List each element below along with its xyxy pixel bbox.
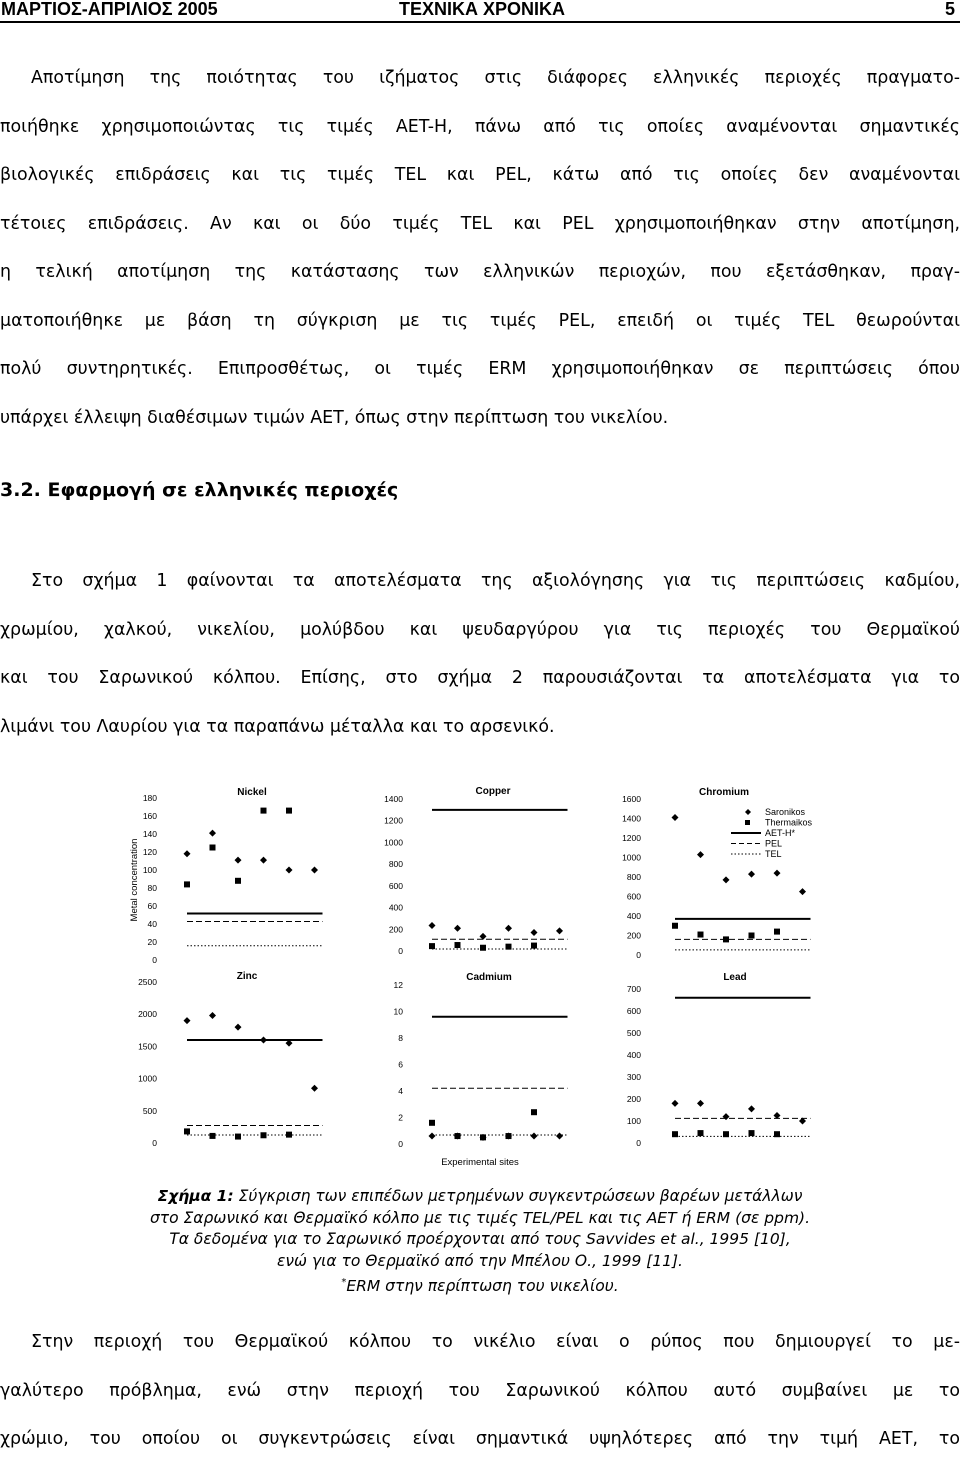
y-tick-label: 100 (626, 1116, 641, 1126)
thermaikos-point (184, 1128, 190, 1134)
section-heading: 3.2. Εφαρμογή σε ελληνικές περιοχές (0, 479, 399, 501)
caption-line: στο Σαρωνικό και Θερμαϊκό κόλπο με τις τιμές TEL/PEL και τις AET ή ERM (σε ppm). (149, 1208, 811, 1227)
thermaikos-point (184, 881, 190, 887)
y-tick-label: 200 (626, 930, 641, 941)
text-line: Στο σχήμα 1 φαίνονται τα αποτελέσματα της αξιολόγησης για τις περιπτώσεις καδμίου, (31, 571, 960, 591)
y-tick-label: 200 (388, 924, 403, 935)
text-line: η τελική αποτίμηση της κατάστασης των ελληνικών περιοχών, που εξετάσθηκαν, πραγ- (0, 262, 960, 282)
saronikos-point (209, 1012, 216, 1019)
y-tick-label: 800 (388, 859, 403, 870)
y-tick-label: 6 (398, 1059, 403, 1070)
saronikos-point (748, 871, 755, 878)
thermaikos-point (506, 944, 512, 950)
text-line: χρωμίου, χαλκού, νικελίου, μολύβδου και ψευδαργύρου για τις περιοχές του Θερμαϊκού (0, 619, 960, 640)
saronikos-point (184, 850, 191, 857)
saronikos-point (429, 1133, 436, 1140)
chart-cadmium (394, 972, 568, 1149)
legend-label: PEL (765, 838, 783, 849)
y-tick-label: 200 (626, 1094, 641, 1104)
y-tick-label: 100 (142, 865, 157, 875)
y-tick-label: 400 (626, 911, 641, 921)
saronikos-point (672, 1100, 679, 1107)
text-line: και του Σαρωνικού κόλπου. Επίσης, στο σχήμα 2 παρουσιάζονται τα αποτελέσματα για το (0, 668, 960, 688)
legend-label: Saronikos (765, 807, 806, 817)
y-tick-label: 400 (626, 1050, 641, 1060)
y-tick-label: 160 (142, 811, 157, 821)
y-tick-label: 600 (626, 891, 641, 902)
y-tick-label: 0 (636, 1138, 641, 1148)
y-tick-label: 1500 (138, 1041, 157, 1052)
y-tick-label: 20 (147, 937, 157, 947)
y-tick-label: 2500 (138, 977, 157, 987)
intro-paragraph (0, 54, 960, 442)
legend-label: Thermaikos (765, 817, 813, 828)
thermaikos-point (235, 878, 241, 884)
chart-title: Lead (723, 972, 747, 983)
saronikos-point (774, 870, 781, 877)
y-tick-label: 120 (142, 847, 157, 857)
closing-paragraph (0, 1318, 960, 1464)
y-tick-label: 800 (626, 872, 641, 882)
y-tick-label: 0 (152, 1138, 157, 1148)
saronikos-point (697, 1100, 704, 1107)
thermaikos-point (531, 943, 537, 949)
y-tick-label: 1000 (138, 1073, 157, 1084)
y-tick-label: 400 (388, 902, 403, 913)
y-tick-label: 0 (636, 950, 641, 960)
saronikos-point (556, 1133, 563, 1140)
header-rule (0, 21, 960, 23)
y-tick-label: 60 (147, 901, 157, 911)
page-number: 5 (945, 0, 956, 19)
thermaikos-point (723, 1131, 729, 1137)
text-line: χρώμιο, του οποίου οι συγκεντρώσεις είναι σημαντικά υψηλότερες από την τιμή AET, το (0, 1429, 960, 1449)
saronikos-point (260, 857, 267, 864)
issue-date: ΜΑΡΤΙΟΣ-ΑΠΡΙΛΙΟΣ 2005 (1, 0, 218, 19)
saronikos-point (235, 1024, 242, 1031)
text-line: ποιήθηκε χρησιμοποιώντας τις τιμές AET-H, πάνω από τις οποίες αναμένονται σημαντικές (0, 116, 960, 137)
y-tick-label: 0 (152, 955, 157, 965)
thermaikos-point (749, 1130, 755, 1136)
thermaikos-point (286, 1132, 292, 1138)
caption-note: ERM στην περίπτωση του νικελίου. (346, 1277, 619, 1296)
thermaikos-point (774, 1131, 780, 1137)
saronikos-point (209, 830, 216, 837)
caption-line: Σύγκριση των επιπέδων μετρημένων συγκεντρώσεων βαρέων μετάλλων (238, 1187, 803, 1205)
legend-thermaikos-symbol (745, 820, 750, 825)
y-tick-label: 140 (142, 829, 157, 839)
saronikos-point (286, 867, 293, 874)
chart-title: Nickel (237, 787, 267, 798)
thermaikos-point (531, 1109, 537, 1115)
thermaikos-point (774, 929, 780, 935)
figure-1 (0, 770, 960, 1180)
section-paragraph (0, 557, 960, 751)
thermaikos-point (672, 923, 678, 929)
thermaikos-point (210, 845, 216, 851)
saronikos-point (697, 851, 704, 858)
y-tick-label: 180 (142, 793, 157, 803)
saronikos-point (723, 1113, 730, 1120)
thermaikos-point (235, 1134, 241, 1140)
thermaikos-point (261, 808, 267, 814)
text-line: βιολογικές επιδράσεις και τις τιμές TEL και PEL, κάτω από τις οποίες δεν αναμένονται (0, 165, 960, 185)
caption-line: ενώ για το Θερμαϊκό από την Μπέλου Ο., 1999 [11]. (277, 1251, 683, 1270)
thermaikos-point (429, 1120, 435, 1126)
y-tick-label: 0 (398, 1139, 403, 1149)
text-line: τέτοιες επιδράσεις. Αν και οι δύο τιμές TEL και PEL χρησιμοποιήθηκαν στην αποτίμηση, (0, 213, 960, 234)
thermaikos-point (429, 943, 435, 949)
x-axis-label: Experimental sites (441, 1157, 519, 1168)
legend-saronikos-symbol (745, 809, 751, 815)
saronikos-point (672, 814, 679, 821)
saronikos-point (723, 876, 730, 883)
saronikos-point (311, 1085, 318, 1092)
y-tick-label: 1200 (622, 833, 641, 843)
y-tick-label: 500 (626, 1028, 641, 1038)
thermaikos-point (210, 1133, 216, 1139)
chart-title: Zinc (236, 971, 258, 982)
chart-zinc (138, 971, 322, 1148)
legend-label: TEL (765, 849, 782, 859)
chart-lead (627, 972, 811, 1148)
y-tick-label: 600 (388, 880, 403, 891)
thermaikos-point (286, 808, 292, 814)
journal-title: ΤΕΧΝΙΚΑ ΧΡΟΝΙΚΑ (399, 0, 566, 19)
footnote-mark: * (341, 1277, 347, 1288)
saronikos-point (556, 927, 563, 934)
chart-legend (731, 807, 813, 859)
thermaikos-point (455, 942, 461, 948)
page-header (0, 0, 960, 20)
y-tick-label: 8 (398, 1033, 403, 1043)
saronikos-point (531, 1133, 538, 1140)
thermaikos-point (698, 1130, 704, 1136)
saronikos-point (235, 857, 242, 864)
y-tick-label: 4 (398, 1086, 403, 1096)
saronikos-point (531, 929, 538, 936)
y-tick-label: 1400 (384, 794, 403, 804)
thermaikos-point (672, 1131, 678, 1137)
y-tick-label: 600 (626, 1006, 641, 1016)
legend-label: AET-H* (765, 828, 796, 838)
thermaikos-point (261, 1132, 267, 1138)
text-line: υπάρχει έλλειψη διαθέσιμων τιμών AET, όπως στην περίπτωση του νικελίου. (0, 407, 669, 428)
y-tick-label: 500 (142, 1105, 157, 1116)
text-line: ματοποιήθηκε με βάση τη σύγκριση με τις τιμές PEL, επειδή οι τιμές TEL θεωρούνται (0, 310, 960, 331)
saronikos-point (184, 1017, 191, 1024)
chart-copper (384, 786, 567, 956)
text-line: Αποτίμηση της ποιότητας του ιζήματος στις διάφορες ελληνικές περιοχές πραγματο- (31, 68, 960, 88)
chart-title: Cadmium (466, 972, 512, 983)
thermaikos-point (698, 932, 704, 938)
caption-label: Σχήμα 1: (157, 1187, 234, 1205)
y-tick-label: 1000 (384, 837, 403, 848)
y-tick-label: 700 (626, 984, 641, 994)
y-tick-label: 0 (398, 946, 403, 956)
y-tick-label: 12 (393, 980, 403, 990)
y-tick-label: 10 (393, 1006, 403, 1017)
thermaikos-point (480, 945, 486, 951)
figure-caption (0, 1186, 960, 1298)
saronikos-point (505, 925, 512, 932)
thermaikos-point (723, 936, 729, 942)
text-line: πολύ συντηρητικές. Επιπροσθέτως, οι τιμές ERM χρησιμοποιήθηκαν σε περιπτώσεις όπου (0, 359, 960, 379)
chart-nickel (143, 787, 323, 965)
text-line: λιμάνι του Λαυρίου για τα παραπάνω μέταλλα και το αρσενικό. (0, 716, 555, 737)
saronikos-point (260, 1036, 267, 1043)
chart-title: Copper (475, 786, 511, 797)
chart-title: Chromium (699, 787, 749, 798)
saronikos-point (799, 888, 806, 895)
y-axis-label: Metal concentration (129, 838, 140, 922)
y-tick-label: 1200 (384, 815, 403, 826)
text-line: Στην περιοχή του Θερμαϊκού κόλπου το νικέλιο είναι ο ρύπος που δημιουργεί το με- (31, 1332, 960, 1352)
y-tick-label: 300 (626, 1072, 641, 1082)
y-tick-label: 1400 (622, 813, 641, 824)
y-tick-label: 80 (147, 883, 157, 893)
saronikos-point (748, 1105, 755, 1112)
y-tick-label: 1600 (622, 794, 641, 804)
caption-line: Τα δεδομένα για το Σαρωνικό προέρχονται από τους Savvides et al., 1995 [10], (169, 1230, 791, 1248)
thermaikos-point (749, 933, 755, 939)
saronikos-point (311, 867, 318, 874)
saronikos-point (454, 925, 461, 932)
saronikos-point (429, 922, 436, 929)
y-tick-label: 2000 (138, 1009, 157, 1020)
text-line: γαλύτερο πρόβλημα, ενώ στην περιοχή του Σαρωνικού κόλπου αυτό συμβαίνει με το (0, 1380, 960, 1401)
y-tick-label: 40 (147, 919, 157, 929)
y-tick-label: 2 (398, 1112, 403, 1123)
y-tick-label: 1000 (622, 852, 641, 863)
